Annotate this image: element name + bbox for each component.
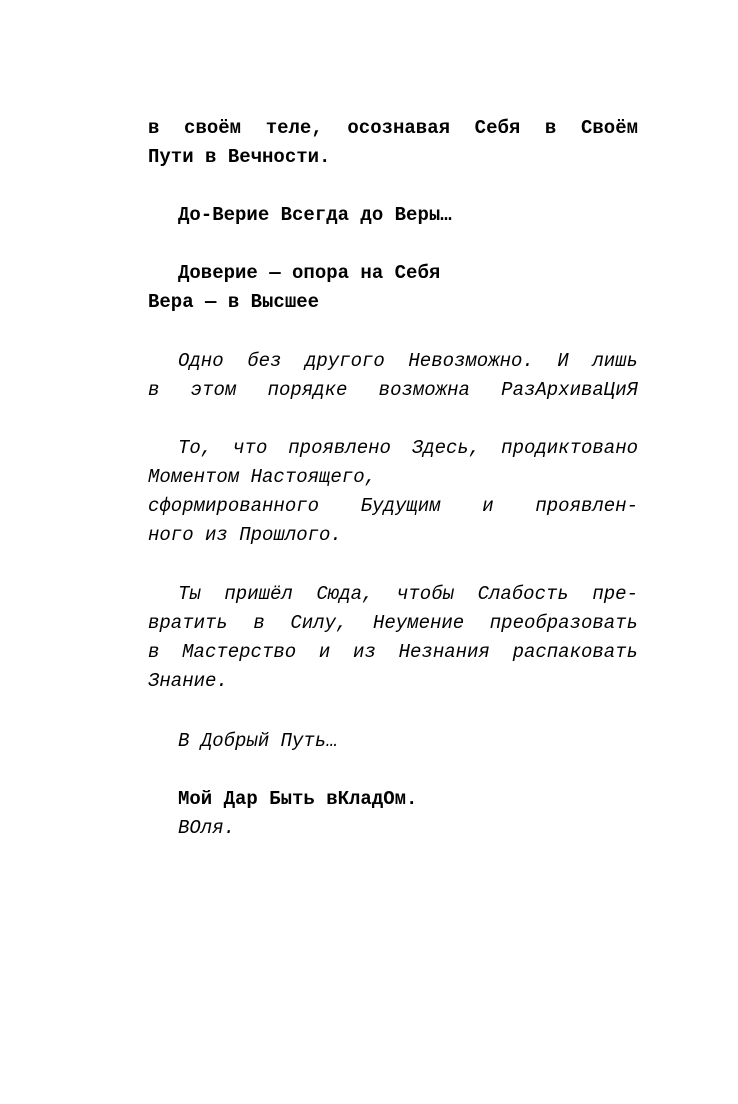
text-line: сформированного Будущим и проявлен- — [148, 495, 638, 517]
text-line: вратить в Силу, Неумение преобразовать — [148, 612, 638, 634]
text-line: ного из Прошлого. — [148, 524, 342, 546]
text-line: До-Верие Всегда до Веры… — [178, 204, 452, 226]
text-line: Доверие — опора на Себя — [178, 262, 441, 284]
text-line: Мой Дар Быть вКладОм. — [178, 788, 418, 810]
text-line: Вера — в Высшее — [148, 291, 320, 313]
text-line: Пути в Вечности. — [148, 146, 331, 168]
text-line: Знание. — [148, 670, 228, 692]
text-line: Одно без другого Невозможно. И лишь — [178, 350, 638, 372]
text-line: ВОля. — [178, 817, 236, 839]
text-line: То, что проявлено Здесь, продиктовано — [178, 437, 638, 459]
text-line: в Мастерство и из Незнания распаковать — [148, 641, 638, 663]
text-line: Ты пришёл Сюда, чтобы Слабость пре- — [178, 583, 638, 605]
text-line: в своём теле, осознавая Себя в Своём — [148, 117, 638, 139]
text-line: В Добрый Путь… — [178, 730, 338, 752]
text-line: Моментом Настоящего, — [148, 466, 377, 488]
text-line: в этом порядке возможна РазАрхиваЦиЯ — [148, 379, 638, 401]
